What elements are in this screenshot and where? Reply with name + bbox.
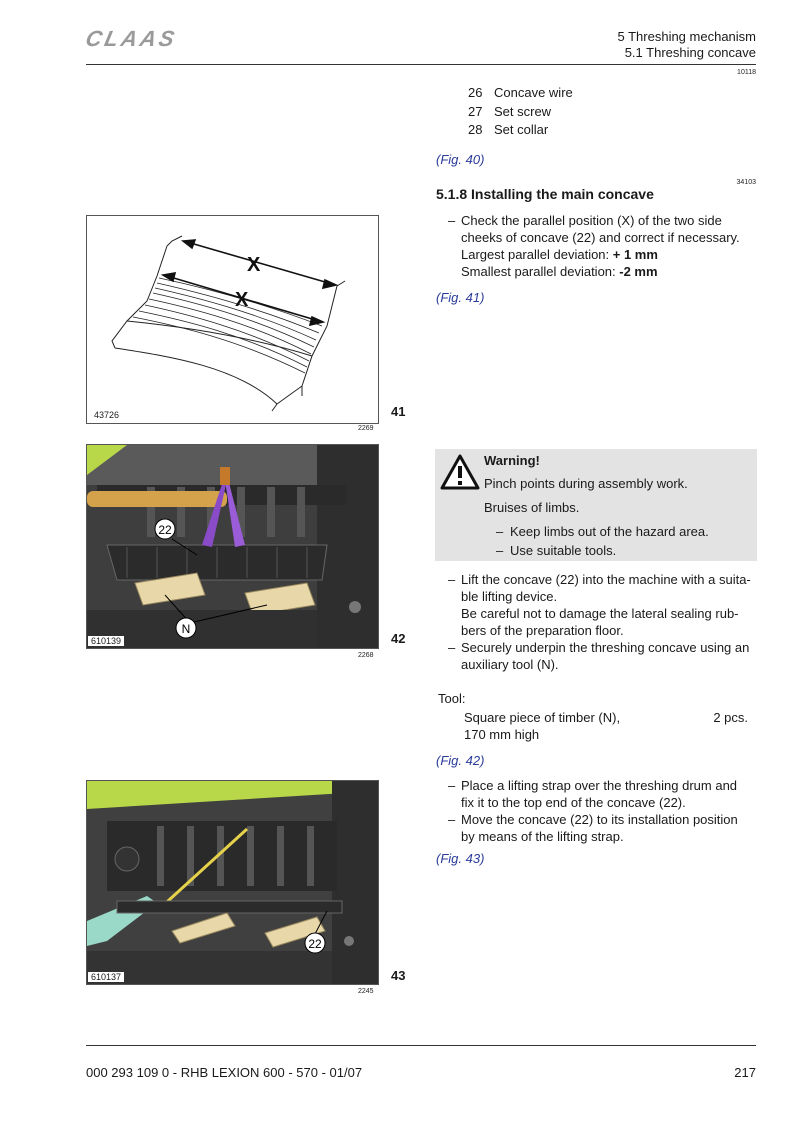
- figure-43-code: 2245: [358, 988, 374, 995]
- list-item: – Securely underpin the threshing concave using an auxiliary tool (N).: [436, 639, 766, 673]
- figure-43-photo: [86, 780, 379, 985]
- svg-text:X: X: [235, 289, 249, 311]
- figure-42-photo: [86, 444, 379, 649]
- fig41-link[interactable]: (Fig. 41): [436, 290, 485, 305]
- warning-triangle-icon: [440, 453, 480, 491]
- figure-42-code: 2268: [358, 652, 374, 659]
- figure-43-number: 43: [391, 968, 406, 983]
- list-item: 27 Set screw: [468, 103, 552, 119]
- section-heading: 5.1.8 Installing the main concave: [436, 186, 654, 202]
- warning-box: [435, 449, 757, 561]
- warning-line: Pinch points during assembly work.: [484, 476, 688, 491]
- photo-42: [87, 445, 378, 648]
- steps-strap: [436, 777, 766, 845]
- svg-text:22: 22: [158, 523, 172, 537]
- svg-text:N: N: [181, 622, 191, 636]
- figure-41-label: 43726: [91, 410, 122, 420]
- warning-subitem: – Keep limbs out of the hazard area.: [510, 524, 709, 539]
- fig42-link[interactable]: (Fig. 42): [436, 753, 485, 768]
- warning-line: Bruises of limbs.: [484, 500, 580, 515]
- steps-lift: [436, 571, 766, 673]
- check-step: – Check the parallel position (X) of the two side cheeks of concave (22) and correct if necessary. Largest parallel deviation: + 1 mm Smallest parallel deviation: -2 mm: [436, 212, 766, 280]
- list-item: – Move the concave (22) to its installation position by means of the lifting strap.: [436, 811, 766, 845]
- section-title: 5.1 Threshing concave: [624, 45, 756, 60]
- tool-label: Tool:: [438, 691, 466, 706]
- tool-item: Square piece of timber (N), 170 mm high: [464, 710, 621, 742]
- list-item: 28 Set collar: [468, 122, 549, 137]
- footer-doc-id: 000 293 109 0 - RHB LEXION 600 - 570 - 01/07: [86, 1065, 363, 1080]
- tool-qty: 2 pcs.: [713, 710, 748, 725]
- svg-text:22: 22: [308, 937, 322, 951]
- page-number: 217: [734, 1065, 756, 1080]
- ref-code: 10118: [737, 69, 756, 76]
- figure-41-drawing: [86, 215, 379, 424]
- fig43-link[interactable]: (Fig. 43): [436, 851, 485, 866]
- fig40-link[interactable]: (Fig. 40): [436, 152, 485, 167]
- figure-41-code: 2269: [358, 425, 374, 432]
- parts-list: [468, 84, 573, 140]
- figure-41-number: 41: [391, 404, 406, 419]
- svg-text:X: X: [247, 254, 261, 276]
- chapter-title: 5 Threshing mechanism: [617, 29, 756, 44]
- figure-42-number: 42: [391, 631, 406, 646]
- header-rule: [86, 64, 756, 65]
- list-item: 26 Concave wire: [468, 85, 573, 100]
- warning-subitem: – Use suitable tools.: [510, 543, 616, 558]
- claas-logo: CLAAS: [83, 26, 180, 51]
- figure-42-label: 610139: [88, 636, 124, 646]
- concave-drawing: [87, 216, 378, 423]
- photo-43: [87, 781, 378, 984]
- section-code: 34103: [736, 179, 756, 186]
- list-item: – Place a lifting strap over the threshing drum and fix it to the top end of the concave (22).: [436, 777, 766, 811]
- list-item: – Lift the concave (22) into the machine with a suita- ble lifting device. Be careful not to damage the lateral sealing rub- bers of the preparation floor.: [436, 571, 766, 639]
- footer-rule: [86, 1045, 756, 1046]
- figure-43-label: 610137: [88, 972, 124, 982]
- warning-title: Warning!: [484, 453, 540, 468]
